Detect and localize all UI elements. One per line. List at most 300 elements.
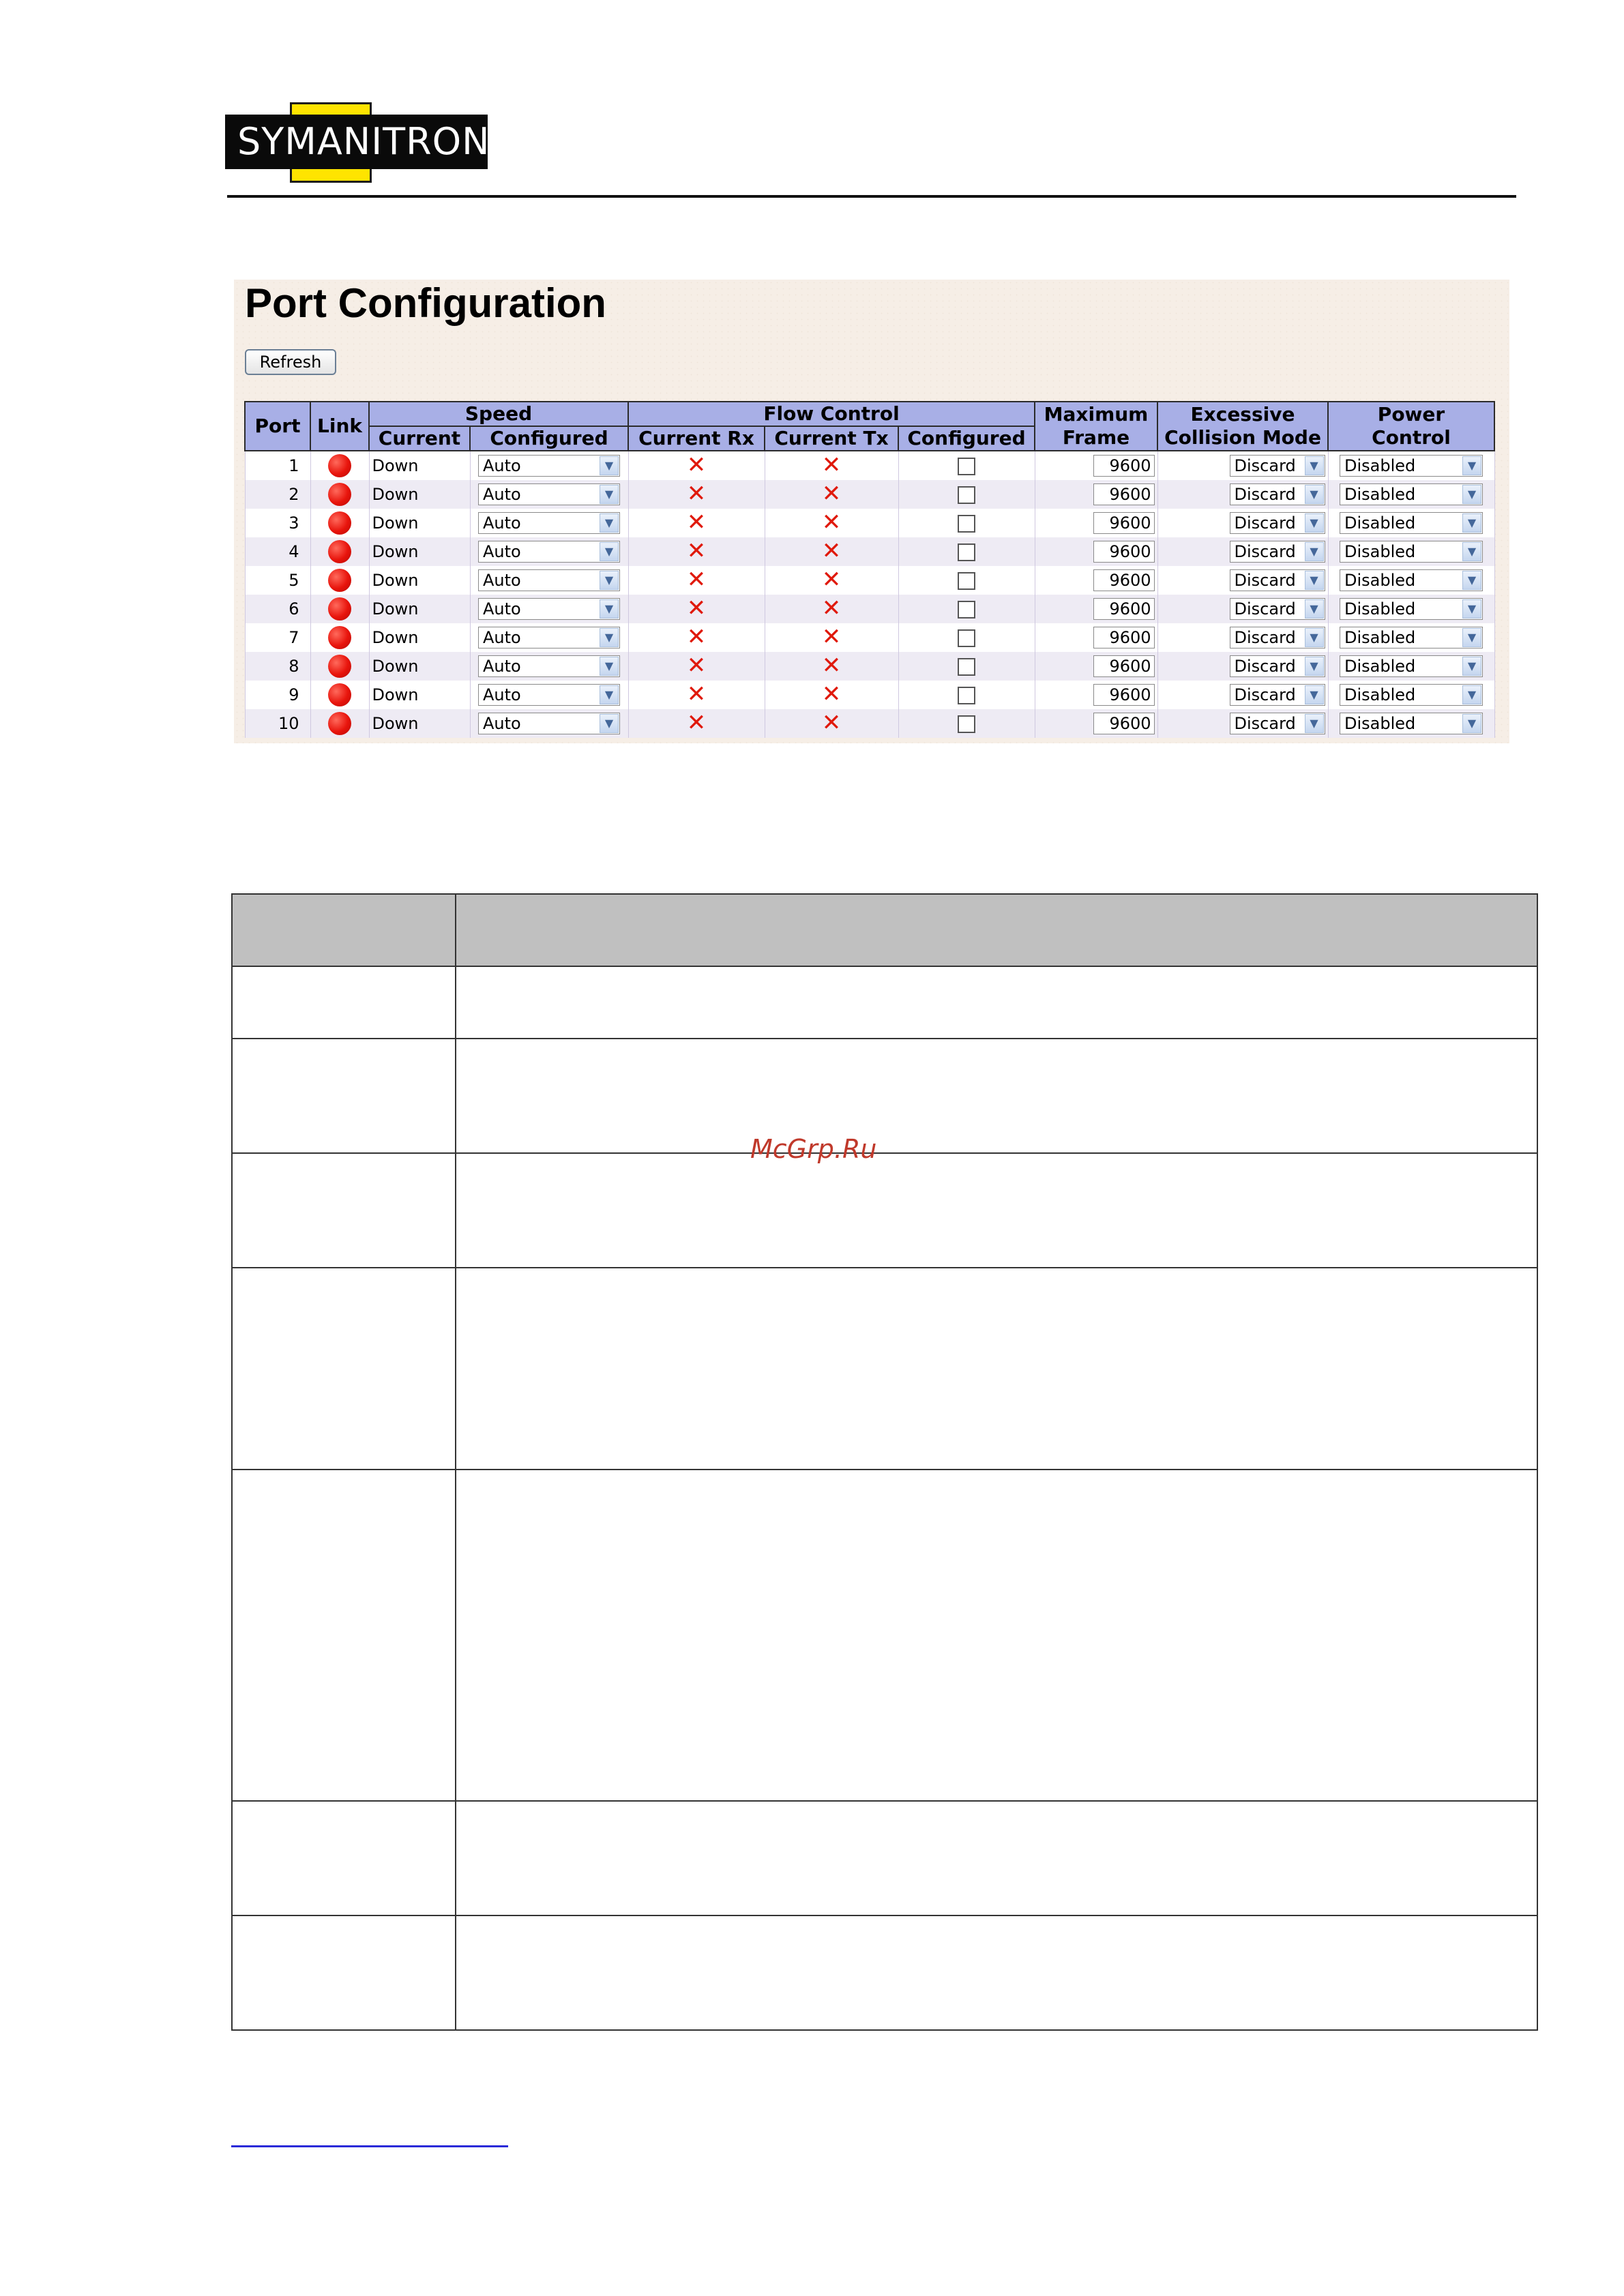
power-control-cell bbox=[1328, 681, 1494, 709]
max-frame-cell bbox=[1035, 652, 1157, 681]
header-fc-configured: Configured bbox=[898, 426, 1035, 451]
flow-rx-cell bbox=[628, 509, 765, 537]
collision-mode-cell bbox=[1157, 652, 1328, 681]
x-mark-icon: ✕ bbox=[821, 681, 842, 708]
link-cell bbox=[310, 595, 369, 623]
description-row bbox=[232, 1470, 1537, 1801]
power-control-select[interactable] bbox=[1340, 569, 1483, 591]
x-mark-icon: ✕ bbox=[821, 566, 842, 593]
collision-mode-value: Discard bbox=[1234, 628, 1296, 647]
chevron-down-icon: ▼ bbox=[600, 513, 619, 533]
x-mark-icon: ✕ bbox=[686, 566, 707, 593]
watermark: McGrp.Ru bbox=[750, 1134, 877, 1164]
header-power-line1: Power bbox=[1377, 403, 1445, 426]
power-control-value: Disabled bbox=[1344, 571, 1416, 590]
speed-configured-cell bbox=[470, 451, 628, 480]
header-excessive-line1: Excessive bbox=[1190, 403, 1295, 426]
description-term bbox=[232, 1801, 456, 1915]
flow-control-checkbox[interactable] bbox=[958, 515, 975, 533]
link-cell bbox=[310, 652, 369, 681]
description-header-value bbox=[456, 894, 1537, 966]
power-control-select[interactable] bbox=[1340, 598, 1483, 620]
flow-tx-cell bbox=[765, 681, 898, 709]
table-row bbox=[245, 652, 1494, 681]
link-down-icon bbox=[328, 597, 351, 621]
speed-configured-value: Auto bbox=[483, 714, 521, 733]
chevron-down-icon: ▼ bbox=[1462, 542, 1481, 561]
power-control-select[interactable] bbox=[1340, 455, 1483, 477]
x-mark-icon: ✕ bbox=[821, 595, 842, 622]
description-text bbox=[456, 1915, 1537, 2030]
collision-mode-value: Discard bbox=[1234, 714, 1296, 733]
port-rows bbox=[245, 451, 1494, 738]
collision-mode-value: Discard bbox=[1234, 513, 1296, 533]
port-number: 4 bbox=[245, 537, 310, 566]
header-speed-current: Current bbox=[369, 426, 470, 451]
link-down-icon bbox=[328, 712, 351, 735]
x-mark-icon: ✕ bbox=[686, 480, 707, 507]
link-down-icon bbox=[328, 569, 351, 592]
flow-tx-cell bbox=[765, 595, 898, 623]
page-title: Port Configuration bbox=[245, 280, 606, 326]
flow-tx-cell bbox=[765, 509, 898, 537]
chevron-down-icon: ▼ bbox=[1462, 714, 1481, 733]
chevron-down-icon: ▼ bbox=[1305, 599, 1324, 618]
speed-current: Down bbox=[369, 509, 470, 537]
flow-rx-cell bbox=[628, 623, 765, 652]
port-configuration-panel bbox=[234, 280, 1509, 743]
link-down-icon bbox=[328, 511, 351, 535]
power-control-value: Disabled bbox=[1344, 485, 1416, 504]
chevron-down-icon: ▼ bbox=[1305, 714, 1324, 733]
collision-mode-select[interactable] bbox=[1230, 627, 1325, 648]
flow-control-checkbox[interactable] bbox=[958, 543, 975, 561]
max-frame-cell bbox=[1035, 451, 1157, 480]
speed-current: Down bbox=[369, 709, 470, 738]
power-control-cell bbox=[1328, 451, 1494, 480]
flow-tx-cell bbox=[765, 709, 898, 738]
chevron-down-icon: ▼ bbox=[600, 456, 619, 475]
collision-mode-select[interactable] bbox=[1230, 512, 1325, 534]
chevron-down-icon: ▼ bbox=[600, 571, 619, 590]
power-control-cell bbox=[1328, 480, 1494, 509]
power-control-select[interactable] bbox=[1340, 713, 1483, 734]
description-term bbox=[232, 1153, 456, 1268]
x-mark-icon: ✕ bbox=[821, 623, 842, 651]
power-control-value: Disabled bbox=[1344, 657, 1416, 676]
collision-mode-cell bbox=[1157, 480, 1328, 509]
flow-tx-cell bbox=[765, 537, 898, 566]
power-control-cell bbox=[1328, 652, 1494, 681]
table-row bbox=[245, 709, 1494, 738]
description-row bbox=[232, 1801, 1537, 1915]
chevron-down-icon: ▼ bbox=[600, 714, 619, 733]
collision-mode-select[interactable] bbox=[1230, 598, 1325, 620]
flow-rx-cell bbox=[628, 681, 765, 709]
description-term bbox=[232, 966, 456, 1039]
max-frame-cell bbox=[1035, 566, 1157, 595]
max-frame-cell bbox=[1035, 509, 1157, 537]
x-mark-icon: ✕ bbox=[821, 480, 842, 507]
x-mark-icon: ✕ bbox=[821, 509, 842, 536]
x-mark-icon: ✕ bbox=[686, 451, 707, 479]
x-mark-icon: ✕ bbox=[821, 451, 842, 479]
power-control-value: Disabled bbox=[1344, 599, 1416, 618]
flow-control-checkbox[interactable] bbox=[958, 687, 975, 704]
x-mark-icon: ✕ bbox=[821, 709, 842, 736]
speed-configured-value: Auto bbox=[483, 542, 521, 561]
link-down-icon bbox=[328, 655, 351, 678]
power-control-value: Disabled bbox=[1344, 685, 1416, 704]
header-excessive-line2: Collision Mode bbox=[1164, 426, 1321, 449]
header-maximum-frame bbox=[1035, 402, 1157, 451]
link-cell bbox=[310, 451, 369, 480]
description-text bbox=[456, 1470, 1537, 1801]
chevron-down-icon: ▼ bbox=[1462, 685, 1481, 704]
table-row bbox=[245, 537, 1494, 566]
description-row bbox=[232, 966, 1537, 1039]
speed-configured-cell bbox=[470, 709, 628, 738]
description-term bbox=[232, 1039, 456, 1153]
collision-mode-value: Discard bbox=[1234, 685, 1296, 704]
header-link: Link bbox=[310, 402, 369, 451]
speed-configured-cell bbox=[470, 681, 628, 709]
flow-configured-cell bbox=[898, 480, 1035, 509]
port-config-table bbox=[244, 401, 1495, 738]
table-row bbox=[245, 681, 1494, 709]
flow-control-checkbox[interactable] bbox=[958, 658, 975, 676]
collision-mode-select[interactable] bbox=[1230, 483, 1325, 505]
port-number: 9 bbox=[245, 681, 310, 709]
header-maximum-frame-line2: Frame bbox=[1062, 426, 1130, 449]
chevron-down-icon: ▼ bbox=[600, 628, 619, 647]
collision-mode-select[interactable] bbox=[1230, 541, 1325, 563]
flow-control-checkbox[interactable] bbox=[958, 486, 975, 504]
chevron-down-icon: ▼ bbox=[1305, 542, 1324, 561]
max-frame-cell bbox=[1035, 537, 1157, 566]
max-frame-input[interactable]: 9600 bbox=[1093, 483, 1155, 505]
chevron-down-icon: ▼ bbox=[1305, 571, 1324, 590]
link-cell bbox=[310, 623, 369, 652]
flow-tx-cell bbox=[765, 451, 898, 480]
header-speed-configured: Configured bbox=[470, 426, 628, 451]
speed-configured-cell bbox=[470, 537, 628, 566]
header-maximum-frame-line1: Maximum bbox=[1044, 403, 1149, 426]
max-frame-cell bbox=[1035, 681, 1157, 709]
flow-configured-cell bbox=[898, 537, 1035, 566]
max-frame-input[interactable]: 9600 bbox=[1093, 713, 1155, 734]
header-divider bbox=[227, 195, 1516, 198]
chevron-down-icon: ▼ bbox=[1305, 628, 1324, 647]
header-power-control bbox=[1328, 402, 1494, 451]
collision-mode-cell bbox=[1157, 509, 1328, 537]
flow-rx-cell bbox=[628, 566, 765, 595]
chevron-down-icon: ▼ bbox=[1462, 456, 1481, 475]
flow-control-checkbox[interactable] bbox=[958, 572, 975, 590]
power-control-cell bbox=[1328, 537, 1494, 566]
collision-mode-cell bbox=[1157, 566, 1328, 595]
speed-configured-value: Auto bbox=[483, 513, 521, 533]
collision-mode-cell bbox=[1157, 623, 1328, 652]
header-fc-current-rx: Current Rx bbox=[628, 426, 765, 451]
x-mark-icon: ✕ bbox=[686, 623, 707, 651]
flow-configured-cell bbox=[898, 681, 1035, 709]
refresh-button[interactable]: Refresh bbox=[245, 349, 336, 375]
collision-mode-value: Discard bbox=[1234, 657, 1296, 676]
description-term bbox=[232, 1915, 456, 2030]
description-text bbox=[456, 966, 1537, 1039]
power-control-value: Disabled bbox=[1344, 714, 1416, 733]
flow-configured-cell bbox=[898, 652, 1035, 681]
max-frame-cell bbox=[1035, 623, 1157, 652]
flow-control-checkbox[interactable] bbox=[958, 458, 975, 475]
speed-configured-select[interactable] bbox=[478, 684, 620, 706]
link-cell bbox=[310, 709, 369, 738]
speed-configured-select[interactable] bbox=[478, 455, 620, 477]
power-control-cell bbox=[1328, 709, 1494, 738]
port-number: 3 bbox=[245, 509, 310, 537]
chevron-down-icon: ▼ bbox=[600, 542, 619, 561]
flow-rx-cell bbox=[628, 480, 765, 509]
power-control-select[interactable] bbox=[1340, 483, 1483, 505]
power-control-value: Disabled bbox=[1344, 628, 1416, 647]
power-control-cell bbox=[1328, 595, 1494, 623]
x-mark-icon: ✕ bbox=[686, 537, 707, 565]
x-mark-icon: ✕ bbox=[686, 595, 707, 622]
description-row bbox=[232, 1915, 1537, 2030]
speed-configured-select[interactable] bbox=[478, 598, 620, 620]
speed-current: Down bbox=[369, 451, 470, 480]
speed-configured-select[interactable] bbox=[478, 541, 620, 563]
description-row bbox=[232, 1268, 1537, 1470]
chevron-down-icon: ▼ bbox=[600, 657, 619, 676]
link-down-icon bbox=[328, 483, 351, 506]
flow-configured-cell bbox=[898, 623, 1035, 652]
power-control-cell bbox=[1328, 623, 1494, 652]
header-power-line2: Control bbox=[1372, 426, 1451, 449]
speed-configured-value: Auto bbox=[483, 456, 521, 475]
table-row bbox=[245, 623, 1494, 652]
link-down-icon bbox=[328, 683, 351, 706]
chevron-down-icon: ▼ bbox=[1462, 628, 1481, 647]
collision-mode-cell bbox=[1157, 537, 1328, 566]
flow-tx-cell bbox=[765, 480, 898, 509]
flow-rx-cell bbox=[628, 709, 765, 738]
description-row bbox=[232, 1039, 1537, 1153]
max-frame-input[interactable]: 9600 bbox=[1093, 598, 1155, 620]
description-text bbox=[456, 1039, 1537, 1153]
speed-configured-value: Auto bbox=[483, 685, 521, 704]
speed-configured-value: Auto bbox=[483, 599, 521, 618]
collision-mode-cell bbox=[1157, 595, 1328, 623]
port-number: 1 bbox=[245, 451, 310, 480]
chevron-down-icon: ▼ bbox=[1305, 485, 1324, 504]
collision-mode-select[interactable] bbox=[1230, 655, 1325, 677]
speed-configured-select[interactable] bbox=[478, 627, 620, 648]
link-cell bbox=[310, 509, 369, 537]
max-frame-input[interactable]: 9600 bbox=[1093, 655, 1155, 677]
max-frame-cell bbox=[1035, 480, 1157, 509]
footer-link-underline[interactable] bbox=[231, 2145, 508, 2147]
power-control-select[interactable] bbox=[1340, 684, 1483, 706]
header-flow-control: Flow Control bbox=[628, 402, 1035, 426]
speed-configured-value: Auto bbox=[483, 657, 521, 676]
speed-current: Down bbox=[369, 566, 470, 595]
x-mark-icon: ✕ bbox=[821, 537, 842, 565]
port-number: 5 bbox=[245, 566, 310, 595]
description-term bbox=[232, 1268, 456, 1470]
flow-configured-cell bbox=[898, 566, 1035, 595]
table-row bbox=[245, 451, 1494, 480]
speed-current: Down bbox=[369, 595, 470, 623]
link-cell bbox=[310, 480, 369, 509]
power-control-select[interactable] bbox=[1340, 655, 1483, 677]
description-term bbox=[232, 1470, 456, 1801]
flow-control-checkbox[interactable] bbox=[958, 601, 975, 618]
max-frame-cell bbox=[1035, 595, 1157, 623]
port-number: 7 bbox=[245, 623, 310, 652]
link-down-icon bbox=[328, 540, 351, 563]
collision-mode-value: Discard bbox=[1234, 485, 1296, 504]
power-control-select[interactable] bbox=[1340, 541, 1483, 563]
chevron-down-icon: ▼ bbox=[1462, 513, 1481, 533]
logo-text: SYMANITRON bbox=[237, 120, 490, 163]
header-speed: Speed bbox=[369, 402, 628, 426]
table-row bbox=[245, 595, 1494, 623]
chevron-down-icon: ▼ bbox=[1462, 485, 1481, 504]
table-row bbox=[245, 566, 1494, 595]
power-control-value: Disabled bbox=[1344, 542, 1416, 561]
speed-current: Down bbox=[369, 681, 470, 709]
flow-control-checkbox[interactable] bbox=[958, 715, 975, 733]
collision-mode-select[interactable] bbox=[1230, 569, 1325, 591]
power-control-select[interactable] bbox=[1340, 512, 1483, 534]
link-cell bbox=[310, 566, 369, 595]
max-frame-input[interactable]: 9600 bbox=[1093, 684, 1155, 706]
chevron-down-icon: ▼ bbox=[1305, 456, 1324, 475]
speed-configured-select[interactable] bbox=[478, 512, 620, 534]
speed-configured-cell bbox=[470, 652, 628, 681]
header-port: Port bbox=[245, 402, 310, 451]
collision-mode-select[interactable] bbox=[1230, 684, 1325, 706]
speed-configured-select[interactable] bbox=[478, 655, 620, 677]
chevron-down-icon: ▼ bbox=[600, 485, 619, 504]
flow-tx-cell bbox=[765, 623, 898, 652]
port-number: 6 bbox=[245, 595, 310, 623]
collision-mode-select[interactable] bbox=[1230, 455, 1325, 477]
speed-configured-value: Auto bbox=[483, 571, 521, 590]
speed-configured-cell bbox=[470, 623, 628, 652]
table-row bbox=[245, 480, 1494, 509]
speed-current: Down bbox=[369, 537, 470, 566]
speed-configured-value: Auto bbox=[483, 628, 521, 647]
link-cell bbox=[310, 681, 369, 709]
chevron-down-icon: ▼ bbox=[600, 685, 619, 704]
description-table bbox=[231, 893, 1538, 2031]
flow-configured-cell bbox=[898, 595, 1035, 623]
description-header-row bbox=[232, 894, 1537, 966]
collision-mode-value: Discard bbox=[1234, 456, 1296, 475]
collision-mode-value: Discard bbox=[1234, 599, 1296, 618]
max-frame-input[interactable]: 9600 bbox=[1093, 627, 1155, 648]
chevron-down-icon: ▼ bbox=[1305, 657, 1324, 676]
x-mark-icon: ✕ bbox=[686, 652, 707, 679]
speed-configured-cell bbox=[470, 509, 628, 537]
link-down-icon bbox=[328, 454, 351, 477]
x-mark-icon: ✕ bbox=[686, 709, 707, 736]
description-text bbox=[456, 1801, 1537, 1915]
x-mark-icon: ✕ bbox=[686, 681, 707, 708]
port-number: 2 bbox=[245, 480, 310, 509]
description-text bbox=[456, 1268, 1537, 1470]
header-excessive-collision bbox=[1157, 402, 1328, 451]
power-control-cell bbox=[1328, 509, 1494, 537]
flow-configured-cell bbox=[898, 451, 1035, 480]
speed-configured-cell bbox=[470, 595, 628, 623]
description-header-label bbox=[232, 894, 456, 966]
port-number: 10 bbox=[245, 709, 310, 738]
max-frame-input[interactable]: 9600 bbox=[1093, 541, 1155, 563]
link-cell bbox=[310, 537, 369, 566]
speed-configured-select[interactable] bbox=[478, 713, 620, 734]
port-number: 8 bbox=[245, 652, 310, 681]
speed-current: Down bbox=[369, 652, 470, 681]
chevron-down-icon: ▼ bbox=[1462, 571, 1481, 590]
speed-configured-cell bbox=[470, 480, 628, 509]
flow-configured-cell bbox=[898, 709, 1035, 738]
flow-rx-cell bbox=[628, 451, 765, 480]
flow-configured-cell bbox=[898, 509, 1035, 537]
max-frame-input[interactable]: 9600 bbox=[1093, 512, 1155, 534]
flow-rx-cell bbox=[628, 537, 765, 566]
chevron-down-icon: ▼ bbox=[1462, 599, 1481, 618]
chevron-down-icon: ▼ bbox=[600, 599, 619, 618]
collision-mode-cell bbox=[1157, 709, 1328, 738]
chevron-down-icon: ▼ bbox=[1462, 657, 1481, 676]
flow-rx-cell bbox=[628, 652, 765, 681]
max-frame-cell bbox=[1035, 709, 1157, 738]
collision-mode-value: Discard bbox=[1234, 571, 1296, 590]
collision-mode-select[interactable] bbox=[1230, 713, 1325, 734]
speed-configured-select[interactable] bbox=[478, 569, 620, 591]
speed-configured-select[interactable] bbox=[478, 483, 620, 505]
speed-configured-value: Auto bbox=[483, 485, 521, 504]
description-text bbox=[456, 1153, 1537, 1268]
collision-mode-cell bbox=[1157, 681, 1328, 709]
power-control-value: Disabled bbox=[1344, 456, 1416, 475]
chevron-down-icon: ▼ bbox=[1305, 685, 1324, 704]
chevron-down-icon: ▼ bbox=[1305, 513, 1324, 533]
power-control-select[interactable] bbox=[1340, 627, 1483, 648]
collision-mode-cell bbox=[1157, 451, 1328, 480]
flow-tx-cell bbox=[765, 566, 898, 595]
speed-current: Down bbox=[369, 623, 470, 652]
flow-control-checkbox[interactable] bbox=[958, 629, 975, 647]
power-control-value: Disabled bbox=[1344, 513, 1416, 533]
speed-configured-cell bbox=[470, 566, 628, 595]
link-down-icon bbox=[328, 626, 351, 649]
x-mark-icon: ✕ bbox=[821, 652, 842, 679]
brand-logo bbox=[225, 102, 488, 183]
max-frame-input[interactable]: 9600 bbox=[1093, 455, 1155, 477]
max-frame-input[interactable]: 9600 bbox=[1093, 569, 1155, 591]
flow-tx-cell bbox=[765, 652, 898, 681]
x-mark-icon: ✕ bbox=[686, 509, 707, 536]
speed-current: Down bbox=[369, 480, 470, 509]
table-row bbox=[245, 509, 1494, 537]
collision-mode-value: Discard bbox=[1234, 542, 1296, 561]
header-fc-current-tx: Current Tx bbox=[765, 426, 898, 451]
